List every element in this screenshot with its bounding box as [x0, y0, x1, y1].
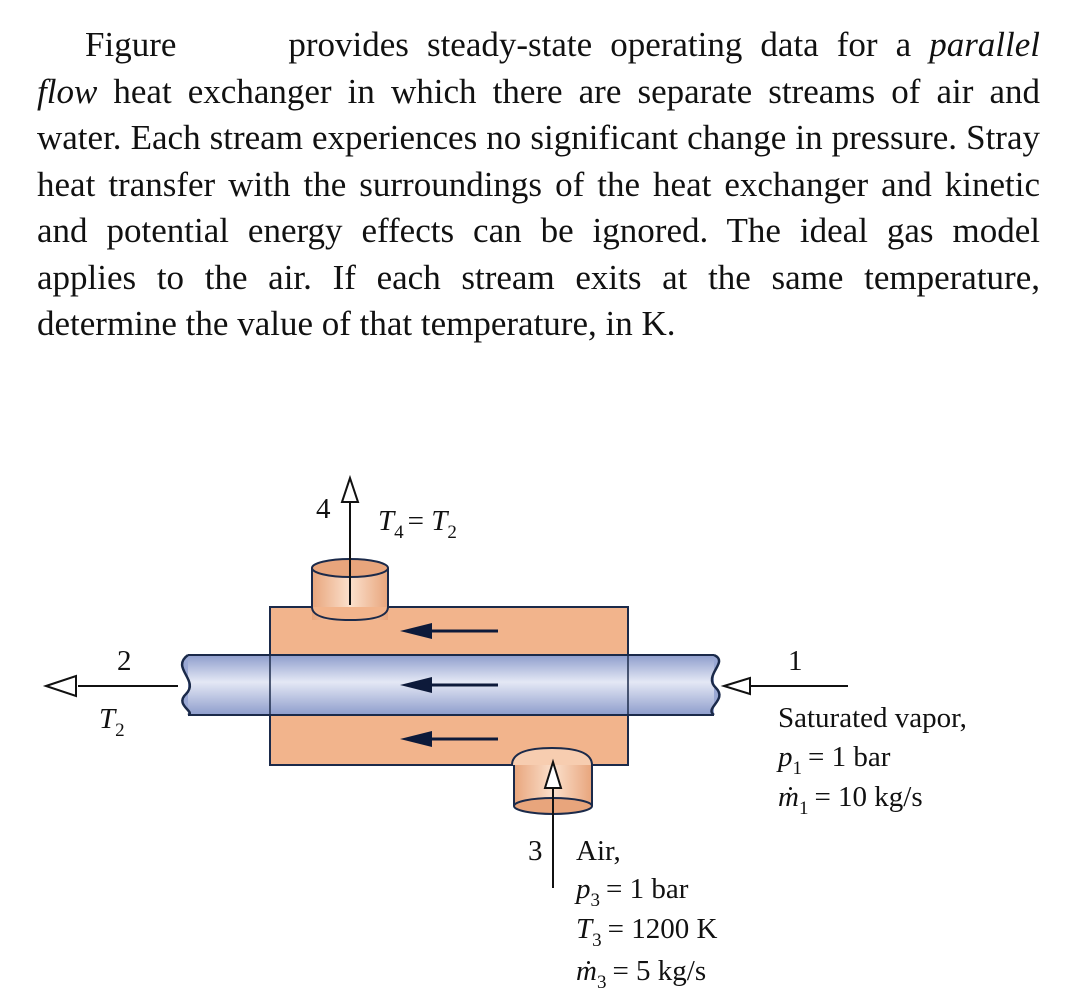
state-3-temperature: $T_3 = 1200$ K — [576, 913, 718, 951]
state-1-pressure: $p_1 = 1$ bar — [778, 741, 891, 779]
state-3-number: 3 — [528, 835, 543, 867]
state-2-arrow — [46, 676, 178, 696]
state-1-number: 1 — [788, 645, 803, 677]
state-3-pressure: $p_3 = 1$ bar — [576, 873, 689, 911]
state-2-number: 2 — [117, 645, 132, 677]
state-3-description: Air, — [576, 835, 621, 867]
problem-after-gap: provides steady-state operating data for a — [288, 25, 912, 64]
problem-lead: Figure — [85, 25, 177, 64]
state-1-mass-flow: ṁ$_1$ = 10 kg/s — [778, 781, 923, 819]
state-1-arrow — [724, 678, 848, 694]
state-2-temp-label: $T_2$ — [99, 703, 125, 741]
state-4-number: 4 — [316, 493, 331, 525]
state-1-description: Saturated vapor, — [778, 702, 967, 734]
state-3-arrow — [545, 762, 561, 888]
state-3-mass-flow: ṁ$_3$ = 5 kg/s — [576, 955, 707, 993]
problem-emphasis: parallel flow — [37, 25, 1041, 111]
state-4-temp-label: $T_4 = T_2$ — [378, 505, 457, 543]
problem-rest: heat exchanger in which there are separate streams of air and water. Each stream experiences no significant change in pressure. Stray heat transfer with the surroundings of the heat exchanger and kinetic and potential energy effects can be ignored. The ideal gas model applies to the air. If each stream exits at the same temperature, determine the value of that temperature, in K. — [37, 71, 1040, 343]
